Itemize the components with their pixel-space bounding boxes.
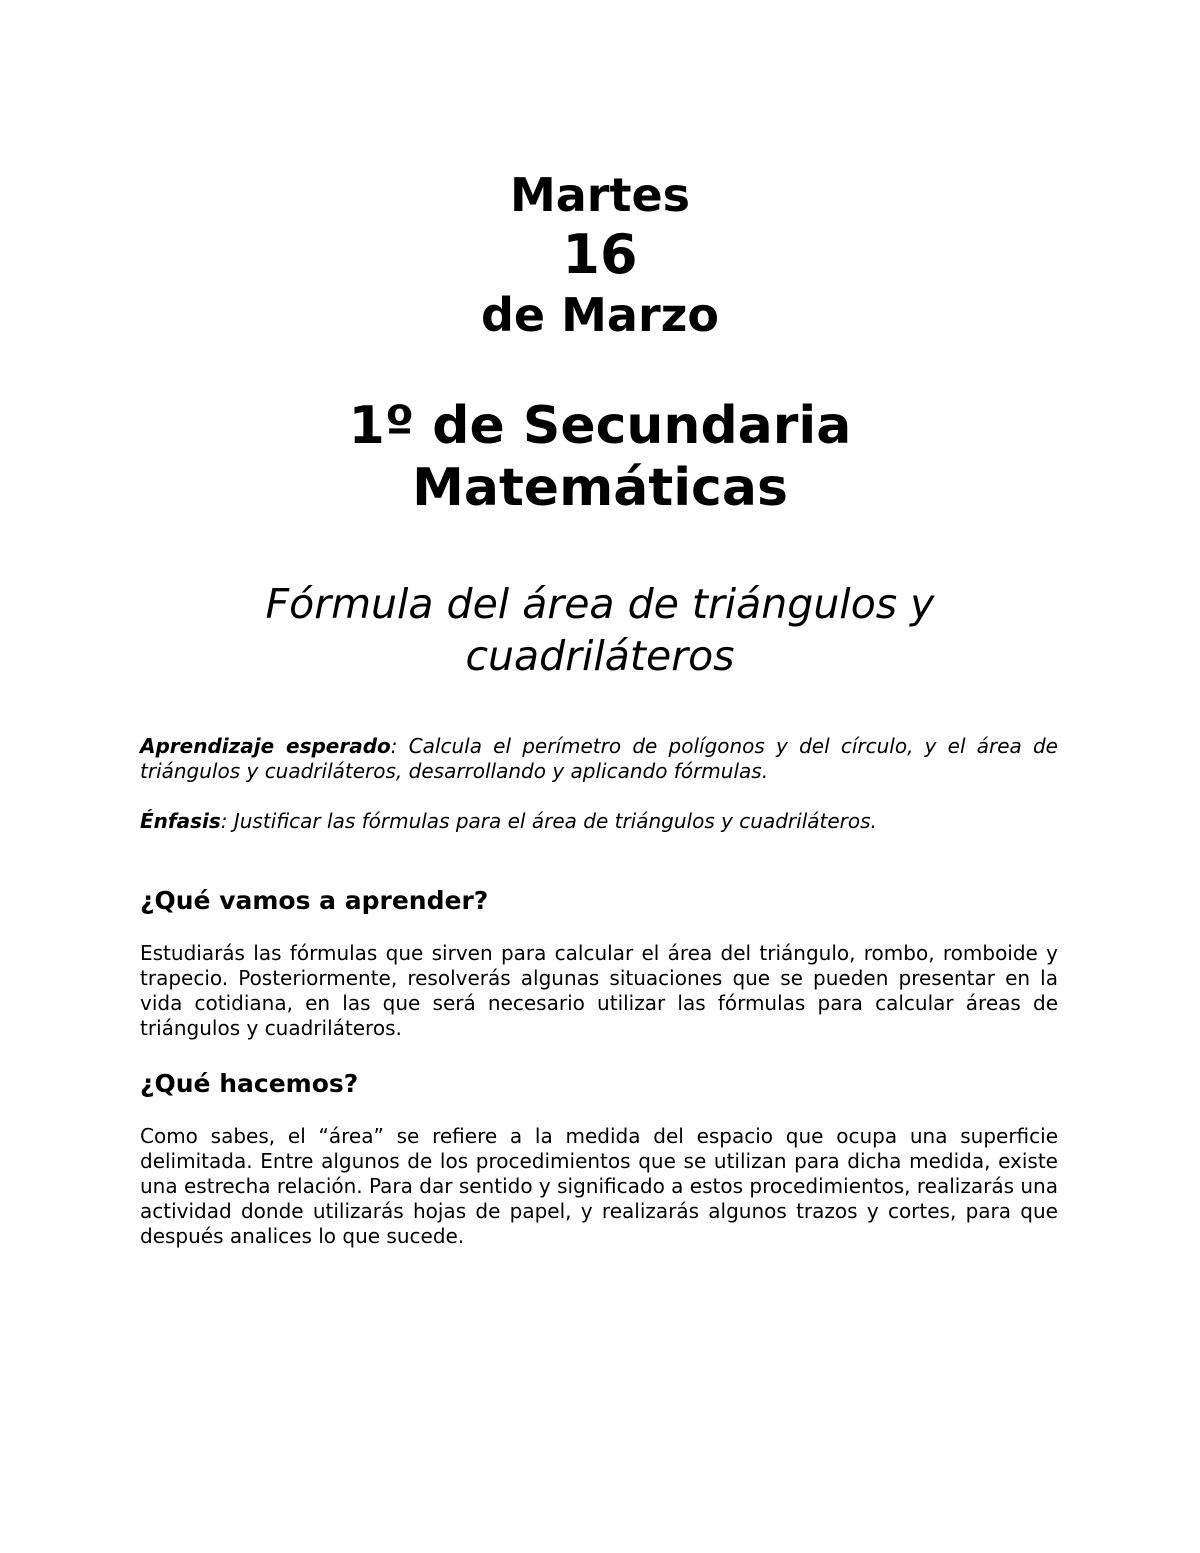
expected-learning-label: Aprendizaje esperado	[140, 734, 391, 758]
expected-learning-text: : Calcula el perímetro de polígonos y del círculo, y el área de triángulos y cuadriláteros, desarrollando y aplicando fórmulas.	[140, 734, 1058, 783]
emphasis-label: Énfasis	[140, 809, 221, 833]
section-body-do: Como sabes, el “área” se refiere a la medida del espacio que ocupa una superficie delimitada. Entre algunos de los procedimientos que se utilizan para dicha medida, existe una estrecha relación. Para dar sentido y significado a estos procedimientos, realizarás una actividad donde utilizarás hojas de papel, y realizarás algunos trazos y cortes, para que después analices lo que sucede.	[140, 1124, 1058, 1248]
section-heading-do: ¿Qué hacemos?	[140, 1069, 359, 1098]
expected-learning	[140, 734, 1058, 784]
grade-label: 1º de Secundaria	[348, 396, 852, 456]
section-body-learn: Estudiarás las fórmulas que sirven para calcular el área del triángulo, rombo, romboide y trapecio. Posteriormente, resolverás algunas situaciones que se pueden presentar en la vida cotidiana, en las que será necesario utilizar las fórmulas para calcular áreas de triángulos y cuadriláteros.	[140, 941, 1058, 1040]
emphasis-text: : Justificar las fórmulas para el área de triángulos y cuadriláteros.	[220, 809, 877, 833]
day-number: 16	[562, 223, 638, 286]
subject-label: Matemáticas	[412, 458, 788, 518]
day-name: Martes	[509, 168, 691, 222]
lesson-title: Fórmula del área de triángulos y cuadriláteros	[265, 580, 935, 680]
month-label: de Marzo	[480, 288, 720, 342]
emphasis	[140, 809, 1058, 834]
section-heading-learn: ¿Qué vamos a aprender?	[140, 886, 489, 915]
